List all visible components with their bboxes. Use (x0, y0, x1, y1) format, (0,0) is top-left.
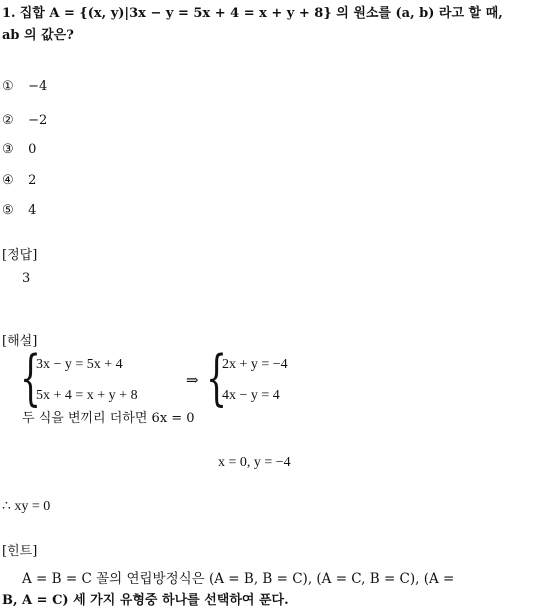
choice-1[interactable] (2, 79, 47, 94)
hint-label: [힌트] (2, 544, 38, 559)
solution-step: 두 식을 변끼리 더하면 6x = 0 (22, 411, 195, 426)
question-line1: 집합 A = {(x, y)|3x − y = 5x + 4 = x + y + 8} 의 원소를 (a, b) 라고 할 때, (19, 6, 503, 21)
hint-line1: A = B = C 꼴의 연립방정식은 (A = B, B = C), (A = C, B = C), (A = (22, 571, 455, 587)
choice-5-number: ⑤ (2, 203, 14, 218)
system1-eq1: 3x − y = 5x + 4 (36, 357, 123, 372)
choice-2-number: ② (2, 113, 14, 128)
choice-3-number: ③ (2, 142, 14, 157)
choice-1-text: −4 (28, 79, 48, 94)
question-text-line1 (2, 2, 503, 21)
choice-4-text: 2 (28, 173, 37, 188)
choice-3-text: 0 (28, 142, 37, 157)
hint-line2: B, A = C) 세 가지 유형중 하나를 선택하여 푼다. (2, 593, 289, 608)
choice-1-number: ① (2, 79, 14, 94)
question-number: 1. (2, 6, 16, 21)
choice-2[interactable] (2, 113, 47, 128)
answer-label: [정답] (2, 248, 38, 263)
solution-conclusion: ∴ xy = 0 (2, 499, 51, 514)
left-brace-2: { (206, 343, 228, 413)
choice-4-number: ④ (2, 173, 14, 188)
choice-5[interactable] (2, 203, 36, 218)
system1-eq2: 5x + 4 = x + y + 8 (36, 388, 138, 403)
choice-4[interactable] (2, 173, 36, 188)
implies-arrow: ⇒ (186, 371, 199, 389)
question-text-line2: ab 의 값은? (2, 28, 74, 43)
choice-5-text: 4 (28, 203, 37, 218)
solution-result: x = 0, y = −4 (218, 455, 291, 470)
left-brace-1: { (20, 343, 42, 413)
answer-value: 3 (22, 271, 31, 286)
choice-3[interactable] (2, 142, 36, 157)
choice-2-text: −2 (28, 113, 48, 128)
system2-eq1: 2x + y = −4 (222, 357, 288, 372)
system2-eq2: 4x − y = 4 (222, 388, 280, 403)
solution-label: [해설] (2, 334, 38, 349)
